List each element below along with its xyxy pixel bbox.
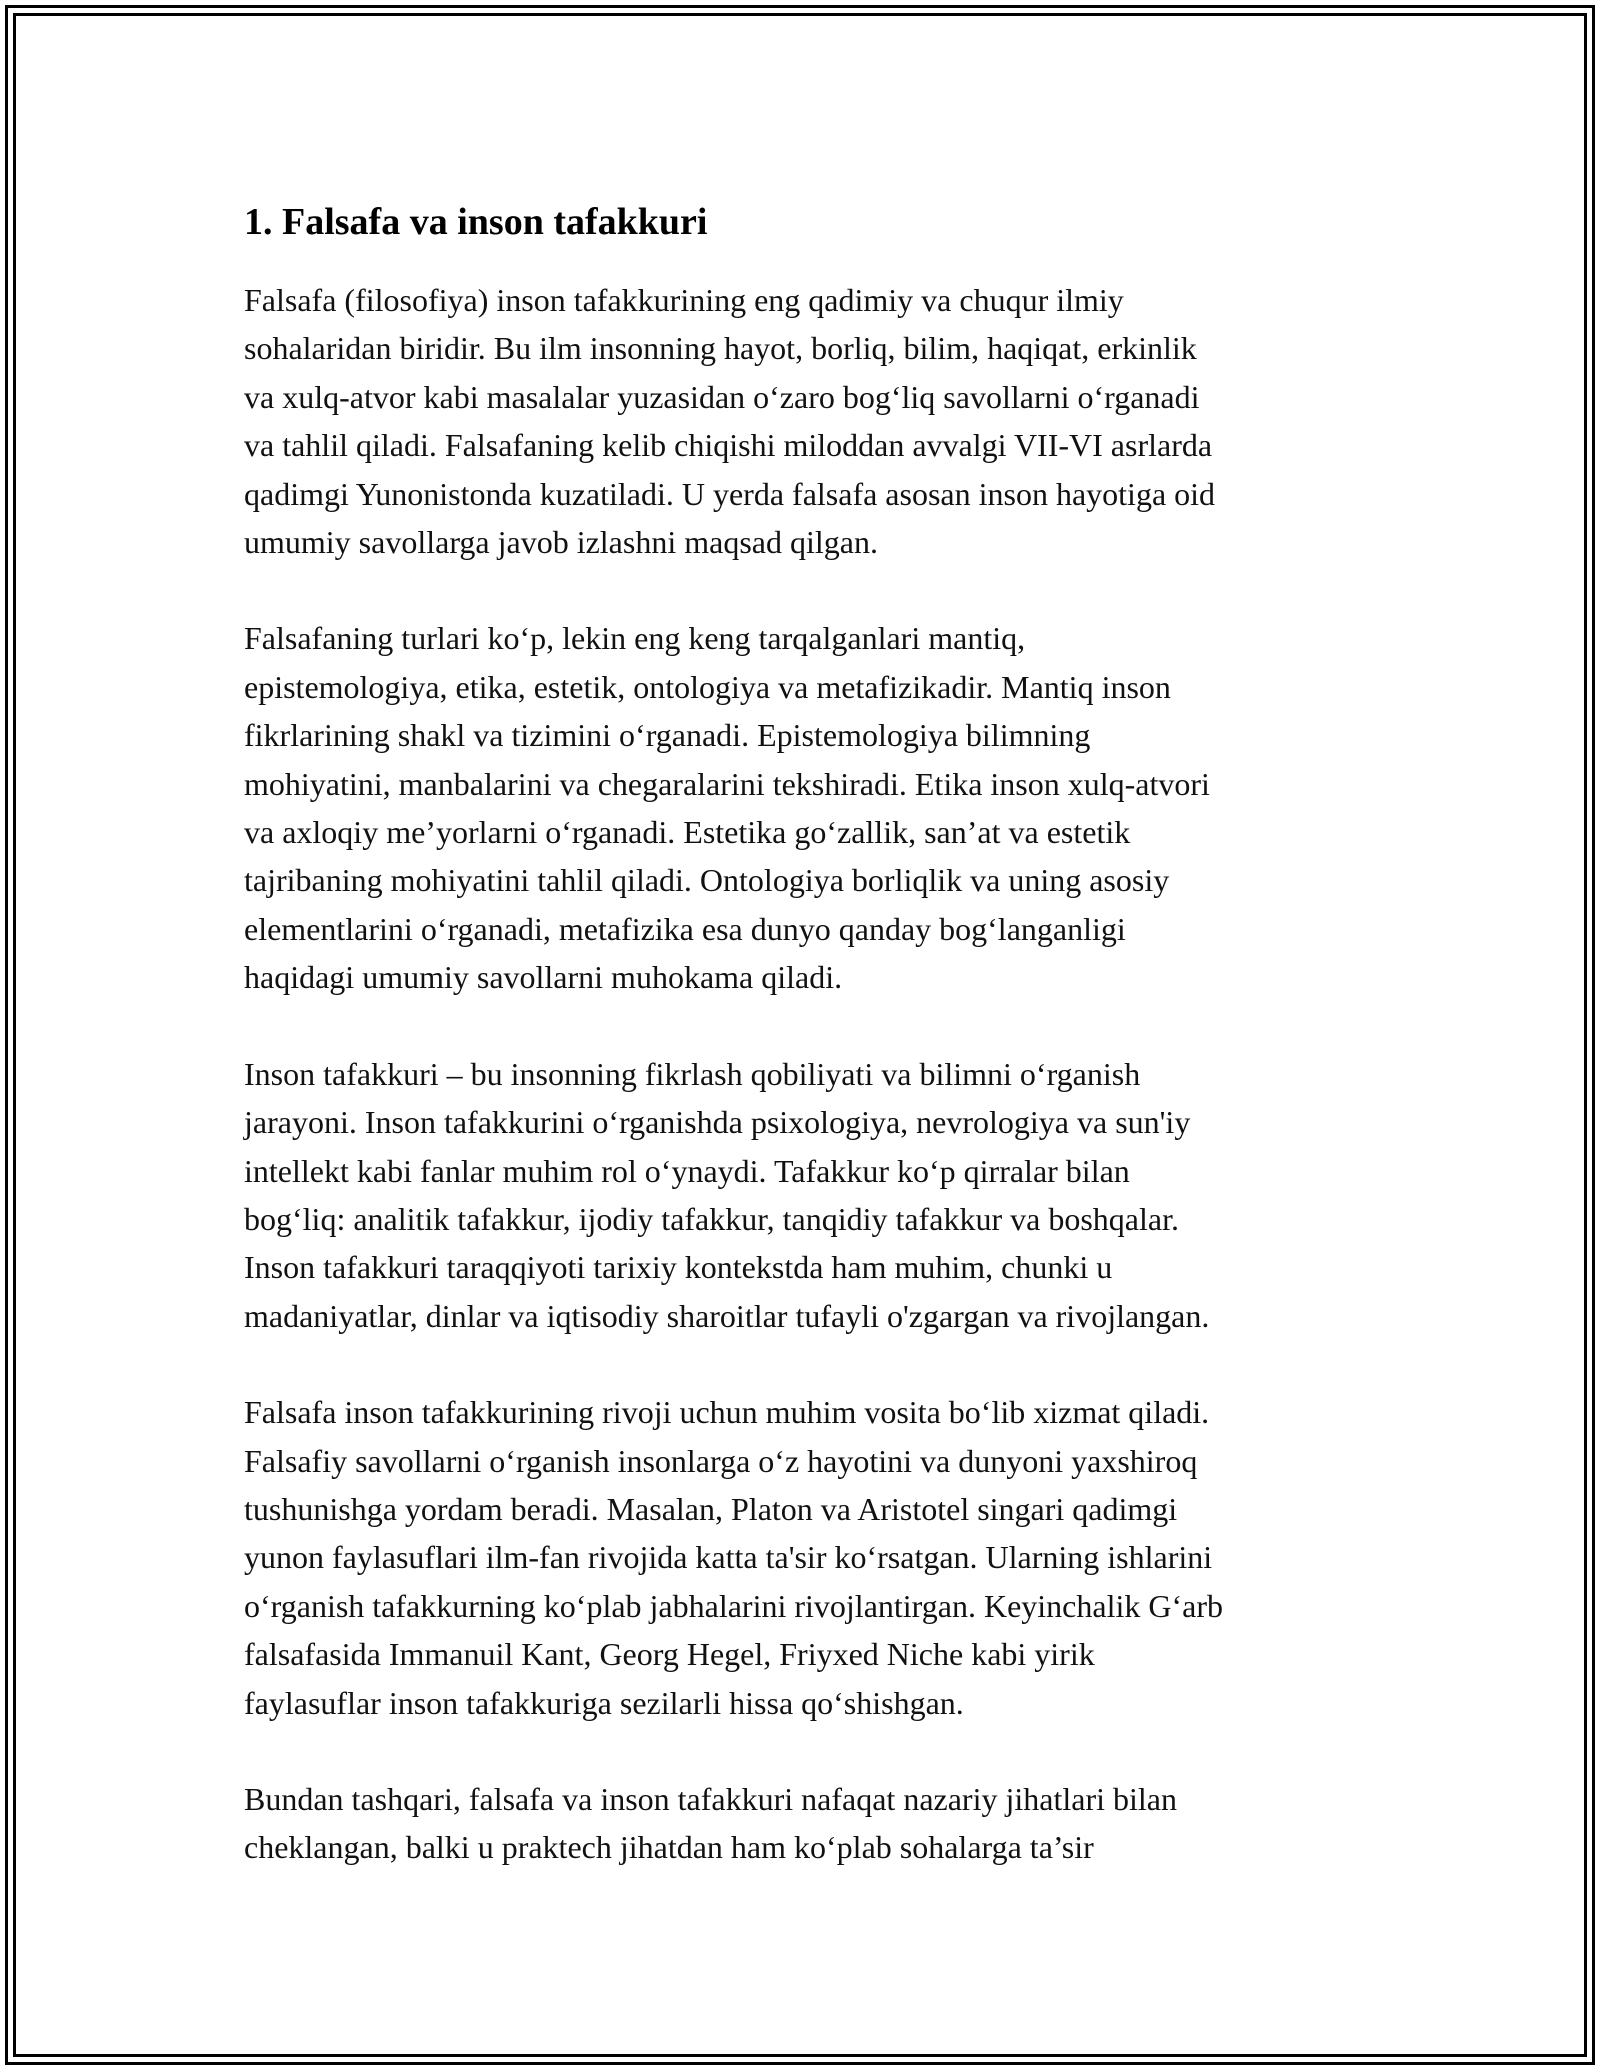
text-line: o‘rganish tafakkurning ko‘plab jabhalarini rivojlantirgan. Keyinchalik G‘arb — [244, 1587, 1223, 1624]
paragraph-1 — [244, 276, 1394, 566]
page-border-outer — [5, 5, 1595, 2065]
text-line: tajribaning mohiyatini tahlil qiladi. Ontologiya borliqlik va uning asosiy — [244, 862, 1170, 899]
section-heading: 1. Falsafa va inson tafakkuri — [244, 201, 708, 243]
text-line: Falsafiy savollarni o‘rganish insonlarga o‘z hayotini va dunyoni yaxshiroq — [244, 1442, 1198, 1479]
text-line: falsafasida Immanuil Kant, Georg Hegel, Friyxed Niche kabi yirik — [244, 1636, 1095, 1673]
paragraph-2 — [244, 614, 1394, 1001]
text-line: umumiy savollarga javob izlashni maqsad qilgan. — [244, 524, 878, 561]
text-line: qadimgi Yunonistonda kuzatiladi. U yerda falsafa asosan inson hayotiga oid — [244, 475, 1216, 512]
text-line: cheklangan, balki u praktech jihatdan ham ko‘plab sohalarga ta’sir — [244, 1829, 1094, 1866]
text-line: Inson tafakkuri taraqqiyoti tarixiy kontekstda ham muhim, chunki u — [244, 1249, 1113, 1286]
text-line: sohalaridan biridir. Bu ilm insonning hayot, borliq, bilim, haqiqat, erkinlik — [244, 330, 1197, 367]
text-line: madaniyatlar, dinlar va iqtisodiy sharoitlar tufayli o'zgargan va rivojlangan. — [244, 1297, 1210, 1334]
paragraph-3 — [244, 1050, 1394, 1340]
text-line: va xulq-atvor kabi masalalar yuzasidan o‘zaro bog‘liq savollarni o‘rganadi — [244, 378, 1200, 415]
text-line: intellekt kabi fanlar muhim rol o‘ynaydi. Tafakkur ko‘p qirralar bilan — [244, 1152, 1130, 1189]
text-line: faylasuflar inson tafakkuriga sezilarli hissa qo‘shishgan. — [244, 1684, 964, 1721]
text-line: yunon faylasuflari ilm-fan rivojida katta ta'sir ko‘rsatgan. Ularning ishlarini — [244, 1539, 1213, 1576]
text-line: va axloqiy me’yorlarni o‘rganadi. Estetika go‘zallik, san’at va estetik — [244, 814, 1131, 851]
text-line: epistemologiya, etika, estetik, ontologiya va metafizikadir. Mantiq inson — [244, 668, 1171, 705]
text-line: Bundan tashqari, falsafa va inson tafakkuri nafaqat nazariy jihatlari bilan — [244, 1780, 1177, 1817]
text-line: mohiyatini, manbalarini va chegaralarini tekshiradi. Etika inson xulq-atvori — [244, 765, 1210, 802]
paragraph-5 — [244, 1775, 1394, 1872]
text-line: Inson tafakkuri – bu insonning fikrlash qobiliyati va bilimni o‘rganish — [244, 1055, 1141, 1092]
document-body — [244, 198, 1394, 1920]
text-line: haqidagi umumiy savollarni muhokama qiladi. — [244, 959, 843, 996]
text-line: bog‘liq: analitik tafakkur, ijodiy tafakkur, tanqidiy tafakkur va boshqalar. — [244, 1200, 1179, 1237]
paragraph-4 — [244, 1388, 1394, 1727]
text-line: Falsafa inson tafakkurining rivoji uchun muhim vosita bo‘lib xizmat qiladi. — [244, 1394, 1210, 1431]
text-line: Falsafa (filosofiya) inson tafakkurining eng qadimiy va chuqur ilmiy — [244, 282, 1124, 318]
text-line: fikrlarining shakl va tizimini o‘rganadi. Epistemologiya bilimning — [244, 717, 1091, 754]
text-line: va tahlil qiladi. Falsafaning kelib chiqishi miloddan avvalgi VII-VI asrlarda — [244, 427, 1213, 464]
text-line: elementlarini o‘rganadi, metafizika esa dunyo qanday bog‘langanligi — [244, 910, 1126, 947]
text-line: tushunishga yordam beradi. Masalan, Platon va Aristotel singari qadimgi — [244, 1490, 1178, 1527]
text-line: Falsafaning turlari ko‘p, lekin eng keng tarqalganlari mantiq, — [244, 620, 1026, 657]
text-line: jarayoni. Inson tafakkurini o‘rganishda psixologiya, nevrologiya va sun'iy — [244, 1104, 1191, 1141]
